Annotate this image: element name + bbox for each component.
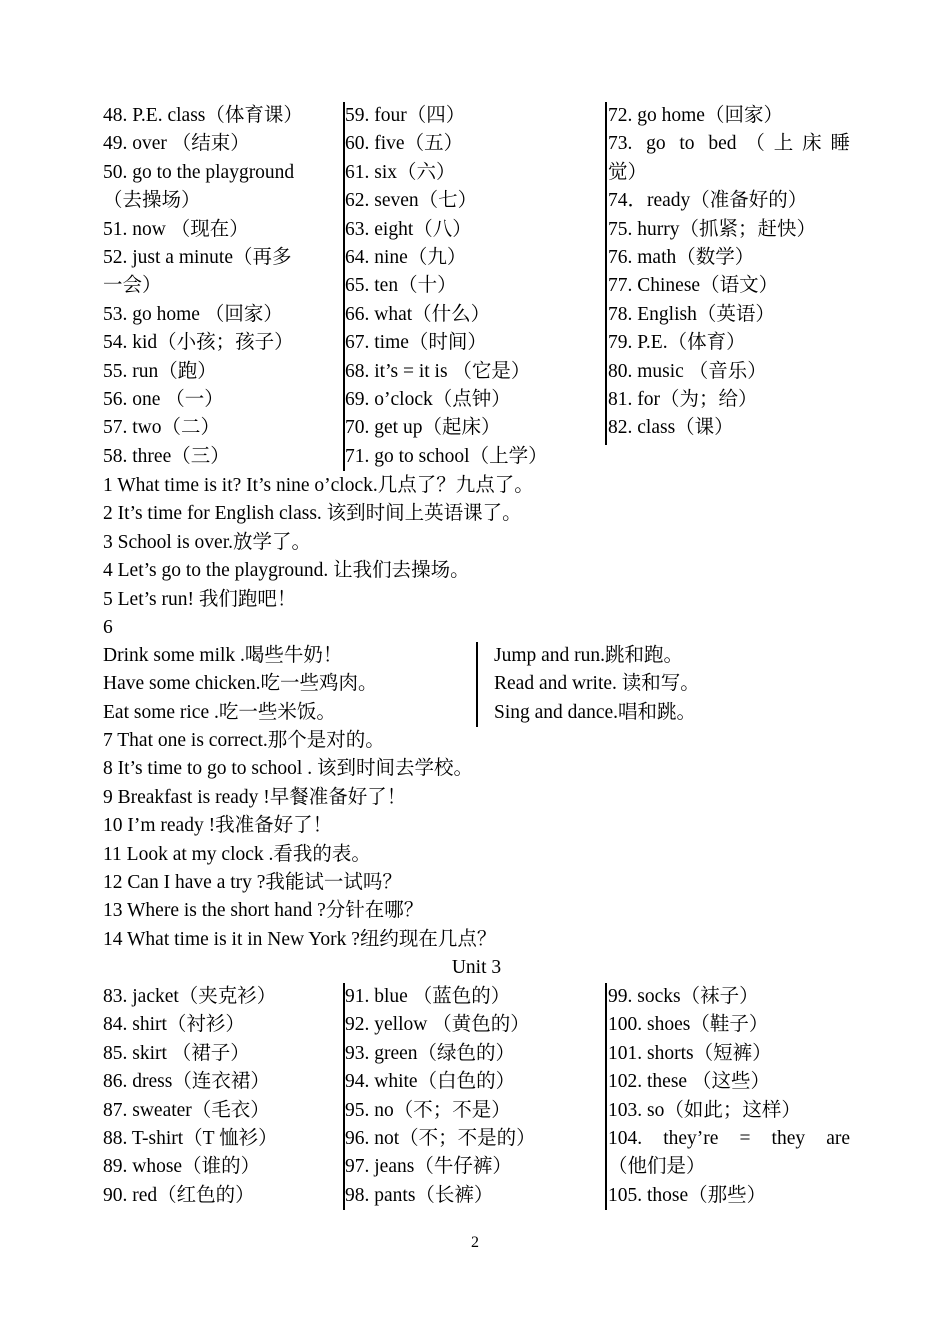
vocab-item: 98. pants（长裤） <box>345 1184 494 1206</box>
column-divider <box>343 983 345 1210</box>
vocab-item: 74．ready（准备好的） <box>608 190 808 212</box>
sentence6-right <box>475 642 850 727</box>
vocab-item: 83. jacket（夹克衫） <box>103 986 277 1007</box>
vocab-item: 57. two（二） <box>103 417 221 439</box>
vocab-item: 53. go home （回家） <box>103 303 283 325</box>
vocab-item: 78. English（英语） <box>608 303 775 325</box>
sentence: 5 Let’s run! 我们跑吧！ <box>103 588 297 610</box>
vocab-table-unit3 <box>103 983 850 1210</box>
vocab-item: 62. seven（七） <box>345 190 478 212</box>
vocab-item: 91. blue （蓝色的） <box>345 986 511 1007</box>
vocab-item: 87. sweater（毛衣） <box>103 1099 270 1121</box>
vocab-item: 51. now （现在） <box>103 218 249 240</box>
sentence: 1 What time is it? It’s nine o’clock.几点了？九点了。 <box>103 475 534 496</box>
sentence: 13 Where is the short hand ?分针在哪？ <box>103 900 424 922</box>
vocab-item: 105. those（那些） <box>608 1184 767 1206</box>
column-divider <box>343 102 345 471</box>
vocab-item: 56. one （一） <box>103 388 224 410</box>
vocab-item: 89. whose（谁的） <box>103 1156 261 1178</box>
vocab-item: 94. white（白色的） <box>345 1071 516 1093</box>
unit-title: Unit 3 <box>451 957 502 979</box>
sentence: 10 I’m ready !我准备好了！ <box>103 815 333 837</box>
vocab-item: 95. no（不；不是） <box>345 1099 511 1121</box>
vocab-item: 81. for（为；给） <box>608 388 758 410</box>
vocab-item: 65. ten（十） <box>345 275 457 297</box>
vocab-item: 60. five（五） <box>345 133 464 155</box>
sentence6-left <box>103 642 475 727</box>
vocab-item: 52. just a minute（再多 <box>103 246 292 268</box>
vocab-item: 80. music （音乐） <box>608 360 767 382</box>
vocab-item: 50. go to the playground <box>103 161 295 183</box>
sentence: 11 Look at my clock .看我的表。 <box>103 843 371 865</box>
vocab-item: 48. P.E. class（体育课） <box>103 105 303 126</box>
sentence: 12 Can I have a try ?我能试一试吗？ <box>103 871 402 893</box>
sentence: 9 Breakfast is ready !早餐准备好了！ <box>103 786 407 808</box>
vocab-item: 75. hurry（抓紧；赶快） <box>608 218 816 240</box>
vocab-item: 69. o’clock（点钟） <box>345 388 511 410</box>
vocab-item: 71. go to school（上学） <box>345 445 548 467</box>
vocab-item: 66. what（什么） <box>345 303 491 325</box>
vocab-item: （去操场） <box>103 190 201 212</box>
sentence: Drink some milk .喝些牛奶！ <box>103 645 343 666</box>
vocab-item: 99. socks（袜子） <box>608 986 759 1007</box>
column-divider <box>476 642 478 727</box>
vocab-column-3 <box>586 983 850 1210</box>
vocab-item: 103. so（如此；这样） <box>608 1099 801 1121</box>
vocab-item: 79. P.E.（体育） <box>608 332 746 354</box>
vocab-item: 100. shoes（鞋子） <box>608 1014 769 1036</box>
vocab-item: 73. go to bed（上床睡 <box>608 133 850 155</box>
sentence: Have some chicken.吃一些鸡肉。 <box>103 673 378 695</box>
vocab-item: 88. T-shirt（T 恤衫） <box>103 1127 278 1149</box>
vocab-item: 49. over （结束） <box>103 133 250 155</box>
vocab-column-1 <box>103 102 325 471</box>
vocab-column-2 <box>325 983 586 1210</box>
vocab-item: 63. eight（八） <box>345 218 472 240</box>
sentence: Sing and dance.唱和跳。 <box>494 701 697 723</box>
vocab-item: 84. shirt（衬衫） <box>103 1014 245 1036</box>
vocab-item: 55. run（跑） <box>103 360 217 382</box>
vocab-item: 67. time（时间） <box>345 332 487 354</box>
vocab-item: 97. jeans（牛仔裤） <box>345 1156 512 1178</box>
vocab-item: 61. six（六） <box>345 161 456 183</box>
vocab-item: 58. three（三） <box>103 445 230 467</box>
vocab-item: 93. green（绿色的） <box>345 1042 516 1064</box>
vocab-item: 觉） <box>608 161 648 183</box>
vocab-item: 68. it’s = it is （它是） <box>345 360 531 382</box>
vocab-item: 90. red（红色的） <box>103 1184 255 1206</box>
sentence: 2 It’s time for English class. 该到时间上英语课了。 <box>103 503 522 525</box>
sentence: 6 <box>103 616 113 638</box>
vocab-item: 64. nine（九） <box>345 246 467 268</box>
sentence: Read and write. 读和写。 <box>494 673 700 695</box>
sentence: 8 It’s time to go to school . 该到时间去学校。 <box>103 758 473 780</box>
column-divider <box>605 983 607 1210</box>
vocab-item: 102. these （这些） <box>608 1071 770 1093</box>
vocab-item: 85. skirt （裙子） <box>103 1042 250 1064</box>
vocab-item: （他们是） <box>608 1156 706 1178</box>
vocab-item: 104. they’re = they are <box>608 1127 850 1149</box>
vocab-item: 54. kid（小孩；孩子） <box>103 332 294 354</box>
sentence: 14 What time is it in New York ?纽约现在几点？ <box>103 928 497 950</box>
page-number: 2 <box>471 1234 479 1251</box>
sentence-list-a <box>103 472 850 642</box>
vocab-item: 76. math（数学） <box>608 246 755 268</box>
sentence-list-b <box>103 727 850 983</box>
vocab-item: 101. shorts（短裤） <box>608 1042 772 1064</box>
sentence: 7 That one is correct.那个是对的。 <box>103 730 385 751</box>
vocab-column-3 <box>586 102 850 445</box>
vocab-item: 86. dress（连衣裙） <box>103 1071 270 1093</box>
sentence6-table <box>103 642 850 727</box>
column-divider <box>605 102 607 445</box>
sentence: Eat some rice .吃一些米饭。 <box>103 701 336 723</box>
vocab-column-1 <box>103 983 325 1210</box>
sentence: 3 School is over.放学了。 <box>103 531 311 553</box>
vocab-item: 72. go home（回家） <box>608 105 783 126</box>
vocab-table-top <box>103 102 850 471</box>
vocab-item: 77. Chinese（语文） <box>608 275 779 297</box>
vocab-item: 92. yellow （黄色的） <box>345 1014 530 1036</box>
vocab-item: 82. class（课） <box>608 417 734 439</box>
vocab-column-2 <box>325 102 586 471</box>
vocab-item: 70. get up（起床） <box>345 417 501 439</box>
vocab-item: 96. not（不；不是的） <box>345 1127 536 1149</box>
vocab-item: 一会） <box>103 275 162 297</box>
sentence: 4 Let’s go to the playground. 让我们去操场。 <box>103 560 470 582</box>
sentence: Jump and run.跳和跑。 <box>494 645 684 666</box>
vocab-item: 59. four（四） <box>345 105 466 126</box>
